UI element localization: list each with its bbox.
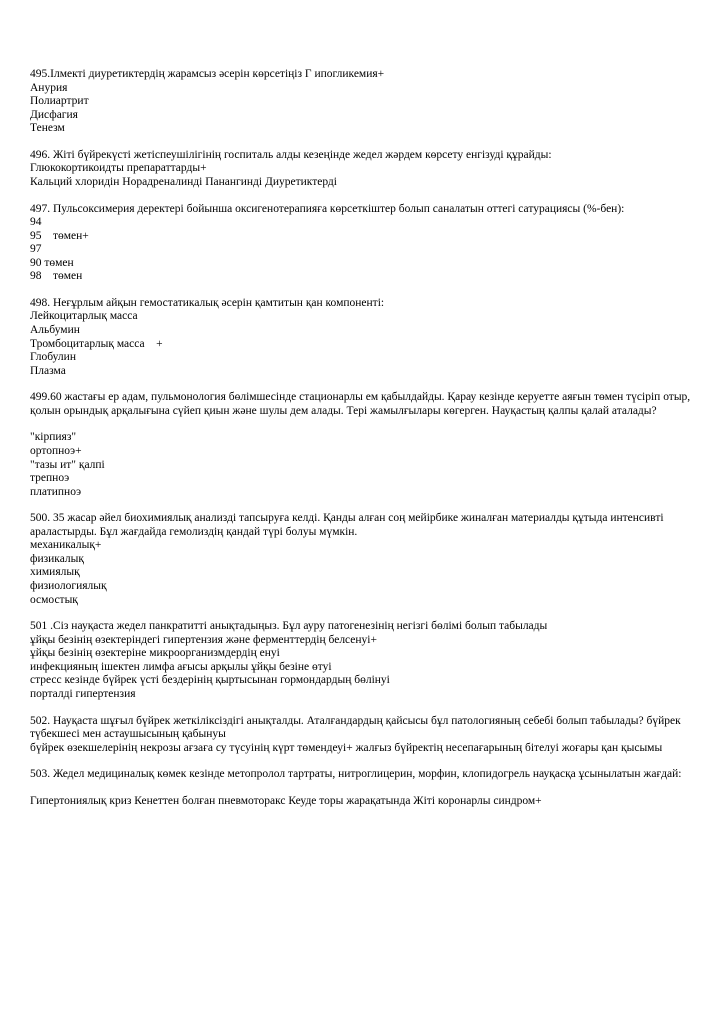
- answer-line: Глюкокортикоидты препараттарды+: [30, 162, 207, 175]
- question-text: 503. Жедел медициналық көмек кезінде метопролол тартраты, нитроглицерин, морфин, клопидогрель науқасқа ұсынылатын жағдай:: [30, 768, 682, 781]
- answer-line: Глобулин: [30, 351, 76, 364]
- blank-line: [30, 782, 695, 795]
- answer-line: бүйрек өзекшелерінің некрозы ағзаға су түсуінің күрт төмендеуі+ жалғыз бүйректің несепағарының бітелуі жоғары қан қысымы: [30, 741, 663, 754]
- question-block: [30, 149, 695, 190]
- question-block: [30, 391, 695, 499]
- answer-line: ұйқы безінің өзектеріне микроорганизмдердің енуі: [30, 647, 280, 660]
- answer-line: 95 төмен+: [30, 229, 89, 242]
- answer-line: физиологиялық: [30, 580, 107, 592]
- question-text: 500. 35 жасар әйел биохимиялық анализді тапсыруға келді. Қанды алған соң мейірбике жиналған материалды құтыда интенсивті араластырды. Бұл жағдайда гемолиздің қандай түрі болуы мүмкін.: [30, 512, 667, 538]
- answer-line: "кірпияз": [30, 431, 77, 444]
- answer-line: порталді гипертензия: [30, 687, 136, 700]
- answer-line: Тромбоцитарлық масса +: [30, 337, 163, 350]
- question-block: [30, 768, 695, 808]
- blank-line: [30, 418, 695, 431]
- answer-line: Лейкоцитарлық масса: [30, 310, 138, 323]
- answer-line: Полиартрит: [30, 95, 89, 108]
- question-text: 498. Неғұрлым айқын гемостатикалық әсерін қамтитын қан компоненті:: [30, 296, 385, 309]
- question-text: 496. Жіті бүйрекүсті жетіспеушілігінің госпиталь алды кезеңінде жедел жәрдем көрсету енгізуді құрайды:: [30, 148, 552, 161]
- answer-line: осмостық: [30, 593, 78, 606]
- question-block: [30, 203, 695, 284]
- answer-line: 97: [30, 243, 42, 256]
- answer-line: 90 төмен: [30, 256, 74, 269]
- questions-container: [30, 68, 695, 808]
- question-block: [30, 620, 695, 701]
- question-block: [30, 297, 695, 378]
- question-block: [30, 68, 695, 136]
- answer-line: трепноэ: [30, 472, 70, 485]
- answer-line: "тазы ит" қалпі: [30, 458, 105, 471]
- answer-line: Альбумин: [30, 324, 80, 336]
- question-block: [30, 715, 695, 756]
- answer-line: Кальций хлоридін Норадреналинді Панангинді Диуретиктерді: [30, 175, 337, 188]
- answer-line: механикалық+: [30, 539, 102, 552]
- answer-line: Дисфагия: [30, 108, 78, 121]
- answer-line: 94: [30, 216, 42, 229]
- question-text: 497. Пульсоксимерия деректері бойынша оксигенотерапияға көрсеткіштер болып саналатын оттегі сатурациясы (%-бен):: [30, 202, 625, 215]
- answer-line: Анурия: [30, 81, 68, 94]
- answer-line: инфекцияның ішектен лимфа ағысы арқылы ұйқы безіне өтуі: [30, 660, 332, 673]
- question-text: 501 .Сіз науқаста жедел панкратитті анықтадыңыз. Бұл ауру патогенезінің негізгі бөлімі болып табылады: [30, 620, 548, 633]
- answer-line: физикалық: [30, 552, 84, 565]
- answer-line: Гипертониялық криз Кенеттен болған пневмоторакс Кеуде торы жарақатында Жіті коронарлы синдром+: [30, 794, 542, 807]
- answer-line: стресс кезінде бүйрек үсті бездерінің қыртысынан гормондардың бөлінуі: [30, 674, 390, 687]
- question-text: 499.60 жастағы ер адам, пульмонология бөлімшесінде стационарлы ем қабылдайды. Қарау кезінде керуетте аяғын төмен түсіріп отыр, қолын орындық арқалығына сүйеп қиын және шулы дем алады. Тері жамылғылары көгерген. Науқастың қалпы қалай аталады?: [30, 391, 694, 417]
- answer-line: ортопноэ+: [30, 444, 82, 457]
- question-text: 495.Ілмекті диуретиктердің жарамсыз әсерін көрсетіңіз Г ипогликемия+: [30, 68, 385, 80]
- question-block: [30, 512, 695, 607]
- answer-line: Тенезм: [30, 122, 65, 135]
- answer-line: химиялық: [30, 566, 80, 579]
- answer-line: 98 төмен: [30, 270, 83, 283]
- answer-line: платипноэ: [30, 485, 82, 498]
- answer-line: ұйқы безінің өзектеріндегі гипертензия және ферменттердің белсенуі+: [30, 633, 377, 646]
- question-text: 502. Науқаста шұғыл бүйрек жеткіліксіздігі анықталды. Аталғандардың қайсысы бұл патологияның себебі болып табылады? бүйрек түбекшесі мен астаушысының қабынуы: [30, 714, 684, 741]
- answer-line: Плазма: [30, 364, 66, 377]
